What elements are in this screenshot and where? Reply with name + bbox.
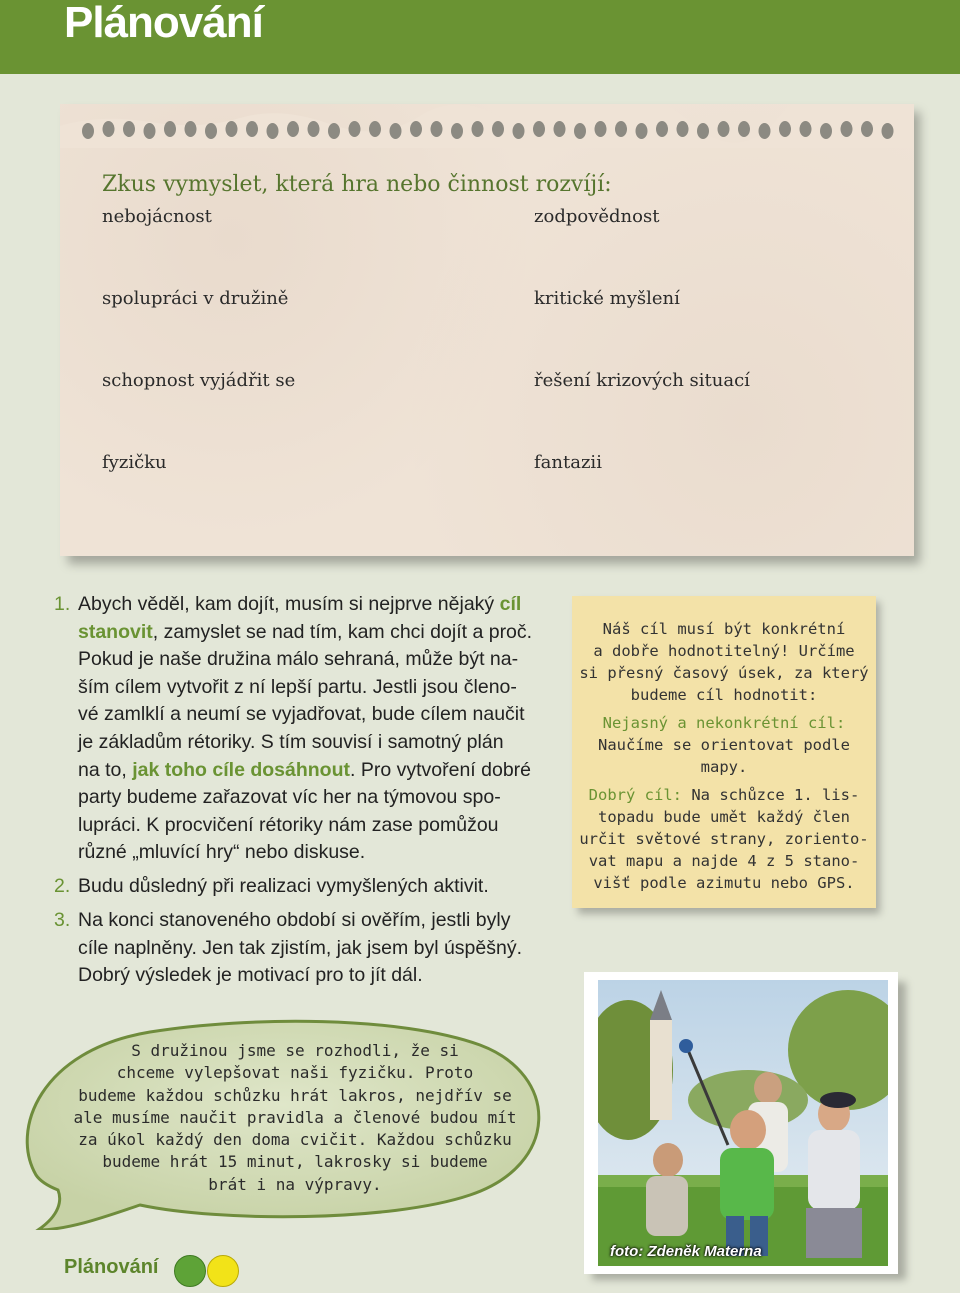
bubble-line: ale musíme naučit pravidla a členové budou mít [73,1107,517,1127]
note-label-nejasny: Nejasný a nekonkrétní cíl: [602,714,846,732]
text-fragment: na to, [78,758,133,781]
paper-hole [554,121,566,137]
point-number-1: 1. [54,593,71,615]
paper-hole [287,121,299,137]
paper-hole [636,123,648,139]
note-label-dobry: Dobrý cíl: [588,786,682,804]
paper-hole [328,123,340,139]
paper-hole [800,121,812,137]
paper-hole [615,121,627,137]
paper-hole [390,123,402,139]
note-line: vat mapu a najde 4 z 5 stano- [588,852,860,870]
text-line: lupráci. K procvičení rétoriky nám zase pomůžou [78,813,499,836]
text-line: Dobrý výsledek je motivací pro to jít dál. [78,964,423,987]
paper-hole [369,121,381,137]
paper-hole [226,121,238,137]
point-3 [78,907,554,990]
paper-hole [103,121,115,137]
bubble-line: chceme vylepšovat naši fyzičku. Proto [116,1063,474,1083]
note-line: višť podle azimutu nebo GPS. [593,874,855,892]
paper-prompt: Zkus vymyslet, která hra nebo činnost rozvíjí: [102,172,612,197]
paper-hole [246,121,258,137]
item-fantazie: fantazii [534,452,602,473]
text-fragment: . Pro vytvoření dobré [350,758,532,781]
item-nebojacnost: nebojácnost [102,206,212,227]
text-line: je základům rétoriky. S tím souvisí i samotný plán [78,730,504,753]
paper-hole [697,123,709,139]
item-vyjadrit-se: schopnost vyjádřit se [102,370,296,391]
paper-hole [308,121,320,137]
note-line: si přesný časový úsek, za který [579,664,869,682]
bubble-line: S družinou jsme se rozhodli, že si [131,1041,459,1060]
paper-hole [677,121,689,137]
text-line: party budeme zařazovat víc her na týmovou spo- [78,786,501,809]
text-line: cíle naplněny. Jen tak zjistím, jak jsem byl úspěšný. [78,936,522,959]
text-line: Budu důsledný při realizaci vymyšlených aktivit. [78,875,489,897]
paper-hole [144,123,156,139]
point-2 [78,873,554,901]
children-playing-photo [598,980,888,1266]
note-fragment: Na schůzce 1. lis- [682,786,860,804]
highlight-jak-dosahnout: jak toho cíle dosáhnout [132,758,350,781]
note-line: budeme cíl hodnotit: [630,686,818,704]
point-1 [78,591,554,867]
text-fragment: Abych věděl, kam dojít, musím si nejprve nějaký [78,593,500,615]
paper-hole [738,121,750,137]
paper-hole [82,123,94,139]
paper-hole [718,121,730,137]
paper-hole [185,121,197,137]
paper-hole [123,121,135,137]
paper-hole [759,123,771,139]
paper-hole [431,121,443,137]
highlight-stanovit: stanovit [78,620,153,643]
paper-hole [595,121,607,137]
note-line: topadu bude umět každý člen [598,808,850,826]
paper-hole [882,123,894,139]
notebook-paper [60,104,914,556]
text-line: vé zamlklí a neumí se vyjadřovat, bude cílem naučit [78,703,525,726]
item-kriticke-mysleni: kritické myšlení [534,288,680,309]
paper-hole [472,121,484,137]
note-line: a dobře hodnotitelný! Určíme [593,642,855,660]
item-zodpovednost: zodpovědnost [534,206,660,227]
photo-caption: foto: Zdeněk Materna [610,1243,762,1260]
paper-hole [861,121,873,137]
torn-edge-graphic [60,104,914,148]
paper-hole [574,123,586,139]
bubble-line: budeme každou schůzku hrát lakros, nejdřív se [78,1085,512,1105]
text-fragment: , zamyslet se nad tím, kam chci dojít a proč. [152,620,533,643]
paper-hole [841,121,853,137]
paper-hole [410,121,422,137]
text-line: Pokud je naše družina málo sehraná, může být na- [78,648,519,671]
paper-hole [492,121,504,137]
note-line: Náš cíl musí být konkrétní [602,620,846,638]
footer-label: Plánování [64,1256,159,1278]
text-line: Na konci stanoveného období si ověřím, jestli byly [78,909,511,931]
item-fyzicka: fyzičku [102,452,167,473]
text-line: ším cílem vytvořit z ní lepší partu. Jestli jsou členo- [78,675,517,698]
paper-hole [820,123,832,139]
bubble-line: za úkol každý den doma cvičit. Každou schůzku [78,1130,512,1150]
paper-hole [533,121,545,137]
highlight-cil: cíl [499,593,522,615]
page-title: Plánování [64,0,263,47]
yellow-dot-icon [207,1255,239,1287]
header-bar [0,0,960,74]
bubble-text [60,1040,530,1196]
bubble-line: brát i na výpravy. [208,1174,382,1194]
text-line: různé „mluvící hry“ nebo diskuse. [78,841,366,864]
paper-hole [779,121,791,137]
bubble-line: budeme hrát 15 minut, lakrosky si budeme [102,1152,488,1172]
paper-hole [164,121,176,137]
point-number-3: 3. [54,909,71,931]
note-line: určit světové strany, zoriento- [579,830,869,848]
paper-hole [656,121,668,137]
note-line: Naučíme se orientovat podle [598,736,850,754]
note-line: mapy. [700,758,748,776]
paper-hole [267,123,279,139]
paper-hole [451,123,463,139]
item-krizove-situace: řešení krizových situací [534,370,750,391]
paper-hole [205,123,217,139]
green-dot-icon [174,1255,206,1287]
point-number-2: 2. [54,875,71,897]
paper-hole [513,123,525,139]
paper-hole [349,121,361,137]
sticky-note [572,596,876,908]
item-spoluprace: spolupráci v družině [102,288,289,309]
